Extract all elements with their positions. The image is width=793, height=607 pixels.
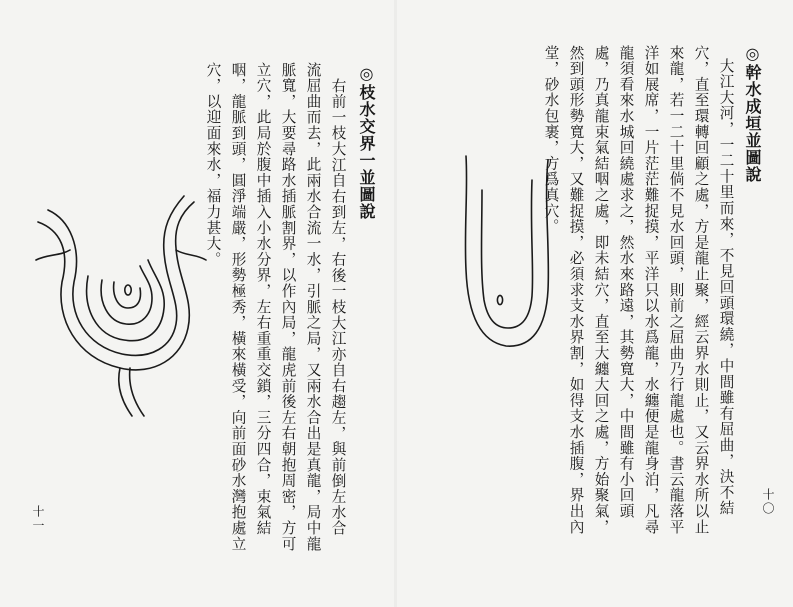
right-text-column-8: 堂，砂水包裹，方爲真穴。 [542,45,560,235]
left-text-column-3: 脈寬，大要尋路水插脈割界，以作內局，龍虎前後左右朝抱周密，方可 [279,62,297,552]
right-text-column-2: 穴，直至環轉回顧之處，方是龍止聚，經云界水則止，又云界水所以止 [692,45,710,535]
left-text-column-4: 立穴，此局於腹中插入小水分界，左右重重交鎖，三分四合，束氣結 [254,62,272,536]
right-page [396,0,793,607]
left-text-column-5: 咽，龍脈到頭，圓淨端嚴，形勢極秀，橫來橫受，向前面砂水灣抱處立 [229,62,247,552]
left-text-column-1: 右前一枝大江自右到左，右後一枝大江亦自右趨左，與前倒左水合 [329,78,347,537]
right-text-column-6: 處，乃真龍束氣結咽之處，即未結穴，直至大纏大回之處，方始聚氣， [592,45,610,535]
left-text-column-6: 穴，以迎面來水，福力甚大。 [204,62,222,268]
right-text-column-7: 然到頭形勢寬大，又難捉摸，必須求支水界割，如得支水插腹，界出內 [567,45,585,535]
right-text-column-5: 龍須看來水城回繞處求之，然水來路遠，其勢寬大，中間雖有小回頭 [617,45,635,519]
right-page-number: 十〇 [761,488,775,516]
right-section-title: ◎幹水成垣並圖說 [743,44,762,183]
trunk-water-diagram [456,150,556,355]
branch-water-diagram [30,190,210,425]
right-text-column-1: 大江大河，一二十里而來，不見回頭環繞，中間雖有屈曲，決不結 [717,58,735,517]
right-text-column-4: 洋如展席，一片茫茫難捉摸，平洋只以水爲龍，水纏便是龍身泊，凡尋 [642,45,660,535]
left-section-title: ◎枝水交界一並圖說 [357,64,376,220]
left-text-column-2: 流屈曲而去，此兩水合流一水，引脈之局，又兩水合出是真龍，局中龍 [304,62,322,552]
right-text-column-3: 來龍，若一二十里倘不見水回頭，則前之屈曲乃行龍處也。書云龍落平 [667,45,685,535]
left-page-number: 十一 [31,505,45,533]
left-page [0,0,396,607]
